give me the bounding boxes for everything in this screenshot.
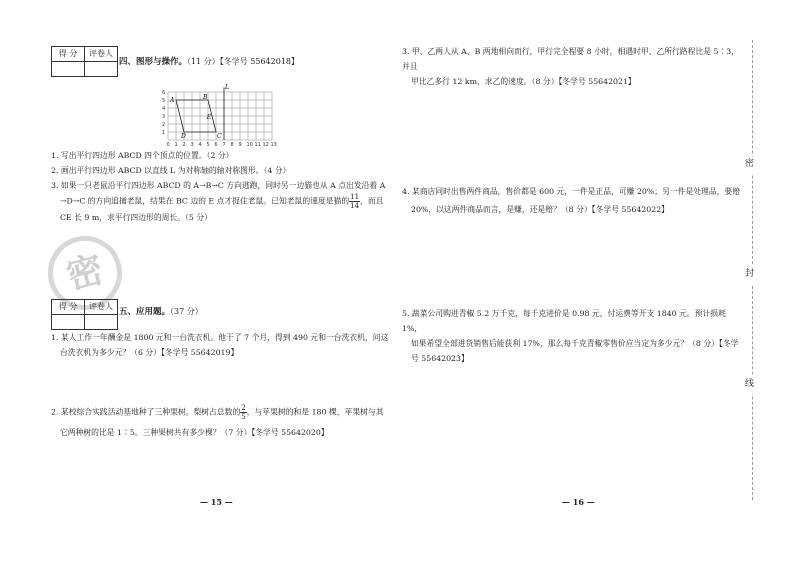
section4-points: （11 分） bbox=[187, 57, 220, 66]
r-q4-line2: 20%，以这两件商品而言，是赚，还是赔？（8 分）【冬学号 55642022】 bbox=[411, 205, 669, 214]
q5-2-line2: 它两种树的比是 1∶5。三种果树共有多少棵？（7 分）【冬学号 55642020】 bbox=[60, 428, 329, 437]
x-tick-label: 7 bbox=[222, 142, 226, 148]
confidential-seal: 密 bbox=[40, 228, 131, 319]
r-q3-line2: 甲比乙多行 12 km，求乙的速度。（8 分）【冬学号 55642021】 bbox=[411, 77, 636, 86]
section5-q2 bbox=[51, 404, 391, 440]
r-q5-line1: 5. 蔬菜公司购进青椒 5.2 万千克，每千克进价是 0.98 元，付运费等开支 1840 元。预计损耗 1%， bbox=[402, 309, 726, 333]
r-q5-line3: 号 55642023】 bbox=[411, 354, 469, 363]
right-q5 bbox=[402, 306, 742, 366]
right-q3 bbox=[402, 44, 742, 89]
r-q3-line1: 3. 甲、乙两人从 A、B 两地相向而行，甲行完全程要 8 小时，相遇时甲、乙所行路程比是 5∶3，并且 bbox=[402, 47, 740, 71]
x-tick-label: 13 bbox=[270, 142, 277, 148]
y-tick-label: 4 bbox=[162, 106, 166, 112]
x-tick-label: 1 bbox=[174, 142, 178, 148]
score-box-1 bbox=[51, 46, 118, 77]
point-c-label: C bbox=[217, 133, 222, 140]
x-tick-label: 12 bbox=[262, 142, 269, 148]
x-tick-label: 5 bbox=[206, 142, 210, 148]
x-tick-label: 2 bbox=[182, 142, 186, 148]
y-tick-label: 6 bbox=[162, 90, 166, 96]
q5-1-line1: 1. 某人工作一年酬金是 1800 元和一台洗衣机。他干了 7 个月，得到 490 元和一台洗衣机，问这 bbox=[51, 333, 389, 342]
fraction-2-5: $\frac{2}{5}$ bbox=[241, 404, 246, 421]
section4-questions bbox=[51, 148, 391, 225]
page-number-left: — 15 — bbox=[200, 497, 233, 507]
x-tick-label: 3 bbox=[190, 142, 194, 148]
section5-points: （37 分） bbox=[170, 307, 203, 316]
y-tick-label: 2 bbox=[162, 122, 166, 128]
score-header: 得 分 bbox=[52, 47, 85, 62]
section4-heading bbox=[119, 56, 299, 69]
x-tick-label: 8 bbox=[230, 142, 234, 148]
grader-cell[interactable] bbox=[85, 62, 118, 77]
margin-char-feng: 封 bbox=[745, 266, 754, 284]
grader-header: 评卷人 bbox=[85, 47, 118, 62]
grader-header: 评卷人 bbox=[85, 300, 118, 315]
q4-3-line2: →D→C 的方向追捕老鼠，结果在 BC 边的 E 点才捉住老鼠。已知老鼠的速度是猫的 $\frac{11}{14}$ ，而且 bbox=[60, 193, 384, 210]
right-q4 bbox=[402, 184, 742, 217]
score-cell[interactable] bbox=[52, 315, 85, 330]
point-b-label: B bbox=[203, 94, 208, 101]
x-tick-label: 4 bbox=[198, 142, 202, 148]
x-tick-label: 6 bbox=[214, 142, 218, 148]
q4-3-line1: 3. 如果一只老鼠沿平行四边形 ABCD 的 A→B→C 方向逃跑，同时另一边猫也从 A 点出发沿着 A bbox=[51, 181, 386, 190]
r-q5-line2: 如果希望全部进货销售后能获利 17%，那么每千克青椒零售价应当定为多少元？（8 分）【冬学 bbox=[411, 339, 739, 348]
x-tick-label: 11 bbox=[254, 142, 261, 148]
point-d-label: D bbox=[181, 133, 186, 140]
grader-cell[interactable] bbox=[85, 315, 118, 330]
point-e-label: E bbox=[206, 114, 212, 121]
q4-1: 1. 写出平行四边形 ABCD 四个顶点的位置。（2 分） bbox=[51, 151, 234, 160]
fraction-11-14: $\frac{11}{14}$ bbox=[350, 193, 360, 210]
margin-char-mi: 密 bbox=[745, 156, 754, 174]
score-header: 得 分 bbox=[52, 300, 85, 315]
y-tick-label: 3 bbox=[162, 114, 166, 120]
section4-title: 四、图形与操作。 bbox=[119, 57, 188, 67]
x-tick-label: 10 bbox=[246, 142, 253, 148]
y-tick-label: 1 bbox=[162, 130, 166, 136]
q4-2: 2. 画出平行四边形 ABCD 以直线 L 为对称轴的轴对称图形。（4 分） bbox=[51, 166, 291, 175]
section5-heading bbox=[119, 306, 203, 319]
section5-title: 五、应用题。 bbox=[119, 307, 171, 317]
q4-3-line3: CE 长 9 m，求平行四边形的周长。（5 分） bbox=[60, 213, 212, 222]
q5-2-line1: 2. 某校综合实践活动基地种了三种果树。梨树占总数的 $\frac{2}{5}$ ，与苹果树的和是 180 棵，苹果树与其 bbox=[51, 404, 384, 421]
y-tick-label: 5 bbox=[162, 98, 166, 104]
point-a-label: A bbox=[170, 97, 175, 104]
score-cell[interactable] bbox=[52, 62, 85, 77]
coordinate-grid bbox=[158, 84, 278, 150]
q5-1-line2: 台洗衣机为多少元？（6 分）【冬学号 55642019】 bbox=[60, 348, 239, 357]
page-number-right: — 16 — bbox=[562, 497, 595, 507]
line-l-label: L bbox=[225, 84, 229, 92]
r-q4-line1: 4. 某商店同时出售两件商品，售价都是 600 元，一件是正品，可赚 20%；另一件是处理品，要赔 bbox=[402, 187, 741, 196]
margin-char-xian: 线 bbox=[745, 376, 754, 394]
section4-code: 【冬学号 55642018】 bbox=[219, 57, 300, 66]
score-box-2 bbox=[51, 299, 118, 330]
x-tick-label: 0 bbox=[166, 142, 170, 148]
section5-q1 bbox=[51, 330, 391, 360]
x-tick-label: 9 bbox=[238, 142, 242, 148]
